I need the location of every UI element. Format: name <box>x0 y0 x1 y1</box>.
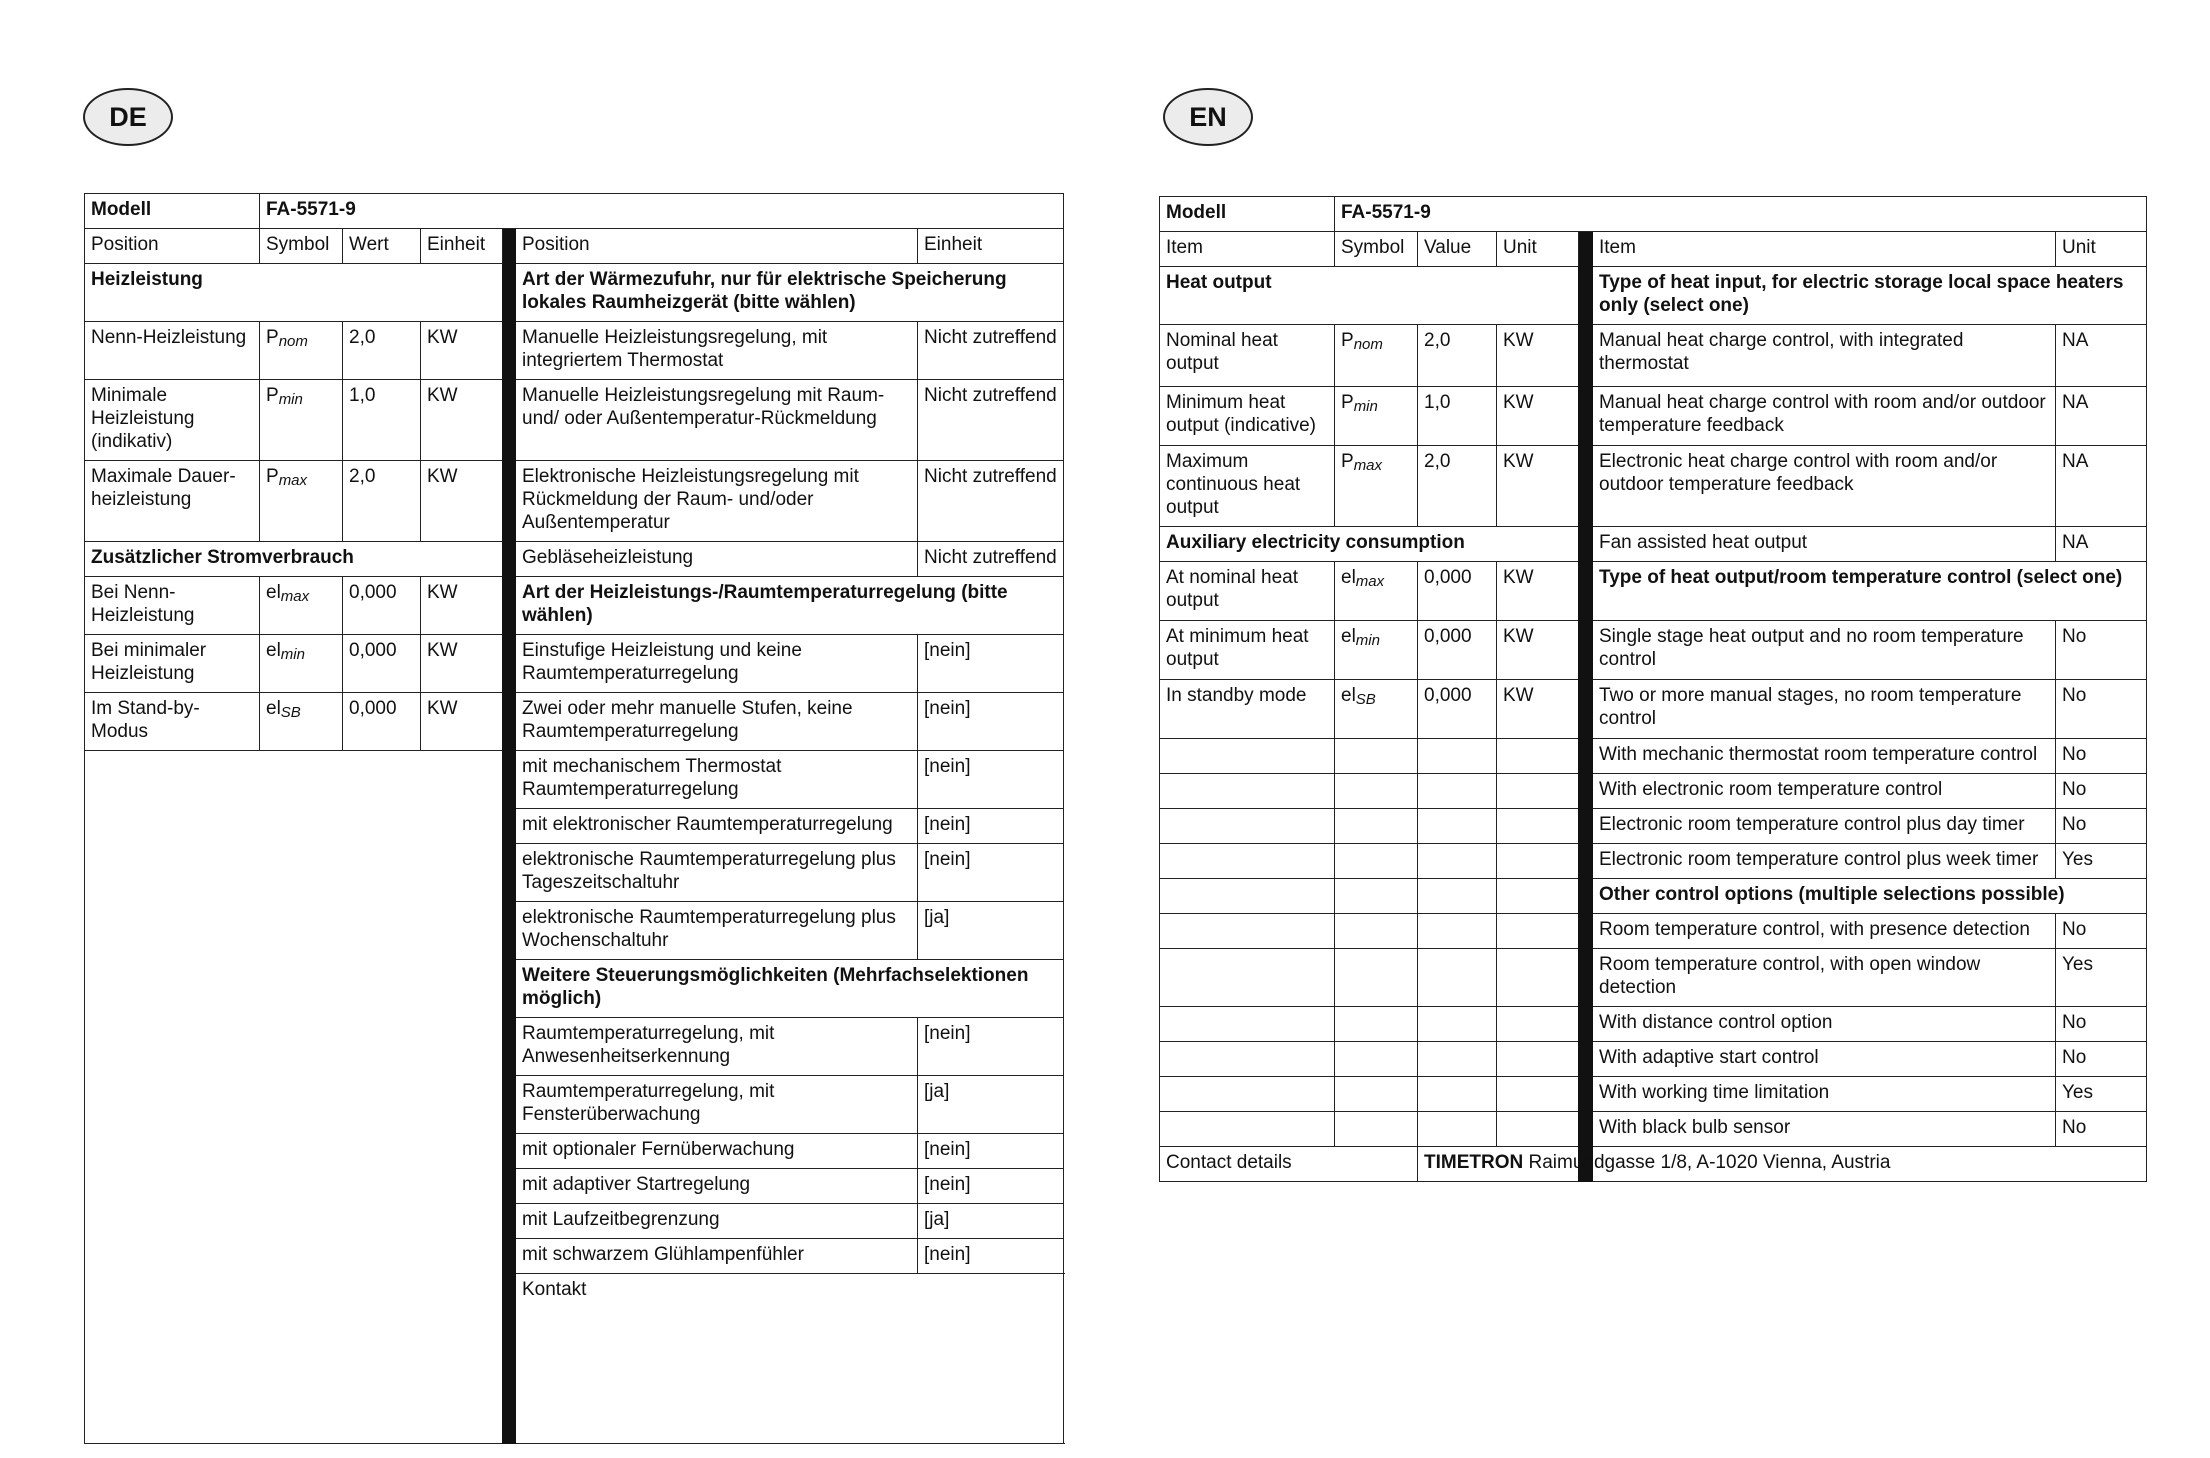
row-unit: KW <box>1497 680 1579 739</box>
section-heat-output: Heizleistung <box>85 264 503 322</box>
row-label: Minimale Heizleistung (indikativ) <box>85 380 260 461</box>
header-symbol: Symbol <box>260 229 343 264</box>
empty-cell <box>1418 1042 1497 1077</box>
empty-cell <box>1418 774 1497 809</box>
column-divider <box>503 229 516 1444</box>
item-value: [nein] <box>918 844 1064 902</box>
contact-label: Contact details <box>1160 1147 1418 1182</box>
item-label: With black bulb sensor <box>1593 1112 2056 1147</box>
empty-cell <box>1160 879 1335 914</box>
empty-area <box>85 751 503 1444</box>
empty-cell <box>1497 949 1579 1007</box>
item-value: Nicht zutreffend <box>918 322 1064 380</box>
model-label: Modell <box>1160 197 1335 232</box>
row-symbol: $P_{nom}$ <box>260 322 343 380</box>
empty-cell <box>1160 1007 1335 1042</box>
empty-cell <box>1335 949 1418 1007</box>
item-label: Manual heat charge control with room and/or outdoor temperature feedback <box>1593 387 2056 446</box>
header-item-unit: Unit <box>2056 232 2147 267</box>
section-heat-input: Type of heat input, for electric storage local space heaters only (select one) <box>1593 267 2147 325</box>
empty-cell <box>1335 809 1418 844</box>
empty-cell <box>1418 949 1497 1007</box>
contact-label: Kontakt <box>516 1274 1064 1444</box>
item-value: Yes <box>2056 1077 2147 1112</box>
item-value: [ja] <box>918 1076 1064 1134</box>
empty-cell <box>1418 844 1497 879</box>
item-label: elektronische Raumtemperaturregelung plus Tageszeitschaltuhr <box>516 844 918 902</box>
item-value: [nein] <box>918 635 1064 693</box>
row-symbol: $P_{min}$ <box>260 380 343 461</box>
row-label: Nenn-Heizleistung <box>85 322 260 380</box>
item-label: Raumtemperaturregelung, mit Anwesenheitserkennung <box>516 1018 918 1076</box>
item-value: No <box>2056 1042 2147 1077</box>
header-item: Position <box>516 229 918 264</box>
section-other-control: Weitere Steuerungsmöglichkeiten (Mehrfachselektionen möglich) <box>516 960 1064 1018</box>
row-unit: KW <box>421 380 503 461</box>
row-symbol: $P_{max}$ <box>260 461 343 542</box>
item-value: No <box>2056 739 2147 774</box>
header-symbol: Symbol <box>1335 232 1418 267</box>
item-label: Manuelle Heizleistungsregelung, mit integriertem Thermostat <box>516 322 918 380</box>
item-label: Raumtemperaturregelung, mit Fensterüberwachung <box>516 1076 918 1134</box>
item-label: Zwei oder mehr manuelle Stufen, keine Raumtemperaturregelung <box>516 693 918 751</box>
empty-cell <box>1335 774 1418 809</box>
empty-cell <box>1160 809 1335 844</box>
empty-cell <box>1160 1077 1335 1112</box>
item-value: No <box>2056 914 2147 949</box>
empty-cell <box>1497 774 1579 809</box>
header-value: Value <box>1418 232 1497 267</box>
empty-cell <box>1160 949 1335 1007</box>
item-value: NA <box>2056 527 2147 562</box>
item-label: Electronic heat charge control with room and/or outdoor temperature feedback <box>1593 446 2056 527</box>
row-symbol: $el_{SB}$ <box>1335 680 1418 739</box>
empty-cell <box>1160 844 1335 879</box>
section-control-type: Type of heat output/room temperature control (select one) <box>1593 562 2147 621</box>
item-label: mit elektronischer Raumtemperaturregelung <box>516 809 918 844</box>
language-badge-de: DE <box>83 88 173 146</box>
item-value: [nein] <box>918 1169 1064 1204</box>
empty-cell <box>1418 914 1497 949</box>
empty-cell <box>1497 914 1579 949</box>
row-value: 0,000 <box>1418 680 1497 739</box>
item-value: NA <box>2056 325 2147 387</box>
item-label: With mechanic thermostat room temperature control <box>1593 739 2056 774</box>
header-value: Wert <box>343 229 421 264</box>
item-value: No <box>2056 809 2147 844</box>
row-value: 0,000 <box>343 693 421 751</box>
row-symbol: $el_{SB}$ <box>260 693 343 751</box>
empty-cell <box>1160 1112 1335 1147</box>
header-position: Position <box>85 229 260 264</box>
empty-cell <box>1335 739 1418 774</box>
column-divider <box>1579 232 1593 1182</box>
spec-table-en <box>1159 196 2147 1182</box>
section-control-type: Art der Heizleistungs-/Raumtemperaturregelung (bitte wählen) <box>516 577 1064 635</box>
item-label: Fan assisted heat output <box>1593 527 2056 562</box>
row-label: Minimum heat output (indicative) <box>1160 387 1335 446</box>
row-label: At nominal heat output <box>1160 562 1335 621</box>
row-label: Bei Nenn-Heizleistung <box>85 577 260 635</box>
row-symbol: $P_{min}$ <box>1335 387 1418 446</box>
row-value: 2,0 <box>1418 446 1497 527</box>
row-symbol: $el_{max}$ <box>260 577 343 635</box>
row-unit: KW <box>1497 325 1579 387</box>
empty-cell <box>1418 879 1497 914</box>
item-label: Manuelle Heizleistungsregelung mit Raum- und/ oder Außentemperatur-Rückmeldung <box>516 380 918 461</box>
item-value: No <box>2056 680 2147 739</box>
empty-cell <box>1418 1112 1497 1147</box>
row-label: In standby mode <box>1160 680 1335 739</box>
item-label: With distance control option <box>1593 1007 2056 1042</box>
item-value: Yes <box>2056 949 2147 1007</box>
item-value: [nein] <box>918 809 1064 844</box>
model-value: FA-5571-9 <box>1335 197 2147 232</box>
row-label: Bei minimaler Heizleistung <box>85 635 260 693</box>
empty-cell <box>1497 1077 1579 1112</box>
item-label: Two or more manual stages, no room temperature control <box>1593 680 2056 739</box>
empty-cell <box>1160 1042 1335 1077</box>
empty-cell <box>1418 1077 1497 1112</box>
row-label: Maximum continuous heat output <box>1160 446 1335 527</box>
empty-cell <box>1418 739 1497 774</box>
header-item: Item <box>1593 232 2056 267</box>
item-value: NA <box>2056 446 2147 527</box>
row-value: 0,000 <box>1418 621 1497 680</box>
item-value: [nein] <box>918 1239 1064 1274</box>
row-unit: KW <box>1497 446 1579 527</box>
row-value: 0,000 <box>1418 562 1497 621</box>
empty-cell <box>1418 1007 1497 1042</box>
item-label: Single stage heat output and no room temperature control <box>1593 621 2056 680</box>
empty-cell <box>1497 809 1579 844</box>
row-unit: KW <box>421 461 503 542</box>
row-symbol: $el_{max}$ <box>1335 562 1418 621</box>
section-aux-consumption: Zusätzlicher Stromverbrauch <box>85 542 503 577</box>
item-label: mit adaptiver Startregelung <box>516 1169 918 1204</box>
row-label: Maximale Dauer-heizleistung <box>85 461 260 542</box>
empty-cell <box>1335 914 1418 949</box>
empty-cell <box>1497 1042 1579 1077</box>
row-label: Im Stand-by-Modus <box>85 693 260 751</box>
item-label: mit schwarzem Glühlampenfühler <box>516 1239 918 1274</box>
item-label: Einstufige Heizleistung und keine Raumtemperaturregelung <box>516 635 918 693</box>
row-symbol: $el_{min}$ <box>1335 621 1418 680</box>
row-unit: KW <box>421 693 503 751</box>
item-value: Nicht zutreffend <box>918 380 1064 461</box>
empty-cell <box>1160 914 1335 949</box>
empty-cell <box>1335 1007 1418 1042</box>
empty-cell <box>1160 739 1335 774</box>
contact-value: TIMETRON Raimundgasse 1/8, A-1020 Vienna, Austria <box>1418 1147 2147 1182</box>
empty-cell <box>1335 879 1418 914</box>
empty-cell <box>1335 1042 1418 1077</box>
item-label: Manual heat charge control, with integrated thermostat <box>1593 325 2056 387</box>
item-label: With working time limitation <box>1593 1077 2056 1112</box>
header-unit: Einheit <box>421 229 503 264</box>
empty-cell <box>1497 1007 1579 1042</box>
spec-table-de <box>84 193 1064 1444</box>
item-label: Electronic room temperature control plus day timer <box>1593 809 2056 844</box>
model-label: Modell <box>85 194 260 229</box>
empty-cell <box>1335 844 1418 879</box>
row-value: 2,0 <box>343 322 421 380</box>
item-value: [nein] <box>918 1018 1064 1076</box>
item-label: Elektronische Heizleistungsregelung mit Rückmeldung der Raum- und/oder Außentemperatur <box>516 461 918 542</box>
row-value: 1,0 <box>1418 387 1497 446</box>
row-unit: KW <box>421 635 503 693</box>
row-unit: KW <box>1497 387 1579 446</box>
item-label: With electronic room temperature control <box>1593 774 2056 809</box>
model-value: FA-5571-9 <box>260 194 1064 229</box>
row-symbol: $P_{nom}$ <box>1335 325 1418 387</box>
item-value: [nein] <box>918 693 1064 751</box>
section-aux-consumption: Auxiliary electricity consumption <box>1160 527 1579 562</box>
row-value: 2,0 <box>343 461 421 542</box>
empty-cell <box>1335 1077 1418 1112</box>
section-heat-output: Heat output <box>1160 267 1579 325</box>
item-value: NA <box>2056 387 2147 446</box>
language-badge-en: EN <box>1163 88 1253 146</box>
item-label: mit optionaler Fernüberwachung <box>516 1134 918 1169</box>
header-item-unit: Einheit <box>918 229 1064 264</box>
empty-cell <box>1497 739 1579 774</box>
section-heat-input: Art der Wärmezufuhr, nur für elektrische Speicherung lokales Raumheizgerät (bitte wählen) <box>516 264 1064 322</box>
item-value: [ja] <box>918 1204 1064 1239</box>
header-unit: Unit <box>1497 232 1579 267</box>
row-symbol: $P_{max}$ <box>1335 446 1418 527</box>
item-value: No <box>2056 1112 2147 1147</box>
row-unit: KW <box>1497 562 1579 621</box>
row-symbol: $el_{min}$ <box>260 635 343 693</box>
empty-cell <box>1497 1112 1579 1147</box>
item-label: With adaptive start control <box>1593 1042 2056 1077</box>
item-label: mit mechanischem Thermostat Raumtemperaturregelung <box>516 751 918 809</box>
empty-cell <box>1418 809 1497 844</box>
section-other-control: Other control options (multiple selections possible) <box>1593 879 2147 914</box>
row-value: 1,0 <box>343 380 421 461</box>
item-value: No <box>2056 1007 2147 1042</box>
row-value: 0,000 <box>343 635 421 693</box>
row-unit: KW <box>421 577 503 635</box>
row-unit: KW <box>1497 621 1579 680</box>
item-value: [nein] <box>918 751 1064 809</box>
empty-cell <box>1335 1112 1418 1147</box>
item-value: Nicht zutreffend <box>918 542 1064 577</box>
item-label: Electronic room temperature control plus week timer <box>1593 844 2056 879</box>
row-unit: KW <box>421 322 503 380</box>
row-value: 2,0 <box>1418 325 1497 387</box>
empty-cell <box>1497 879 1579 914</box>
item-label: Gebläseheizleistung <box>516 542 918 577</box>
item-value: Nicht zutreffend <box>918 461 1064 542</box>
row-label: At minimum heat output <box>1160 621 1335 680</box>
empty-cell <box>1497 844 1579 879</box>
item-label: elektronische Raumtemperaturregelung plus Wochenschaltuhr <box>516 902 918 960</box>
item-value: [nein] <box>918 1134 1064 1169</box>
item-value: No <box>2056 621 2147 680</box>
row-label: Nominal heat output <box>1160 325 1335 387</box>
empty-cell <box>1160 774 1335 809</box>
header-item: Item <box>1160 232 1335 267</box>
item-label: Room temperature control, with open window detection <box>1593 949 2056 1007</box>
item-label: mit Laufzeitbegrenzung <box>516 1204 918 1239</box>
item-value: No <box>2056 774 2147 809</box>
item-value: Yes <box>2056 844 2147 879</box>
row-value: 0,000 <box>343 577 421 635</box>
item-label: Room temperature control, with presence detection <box>1593 914 2056 949</box>
item-value: [ja] <box>918 902 1064 960</box>
